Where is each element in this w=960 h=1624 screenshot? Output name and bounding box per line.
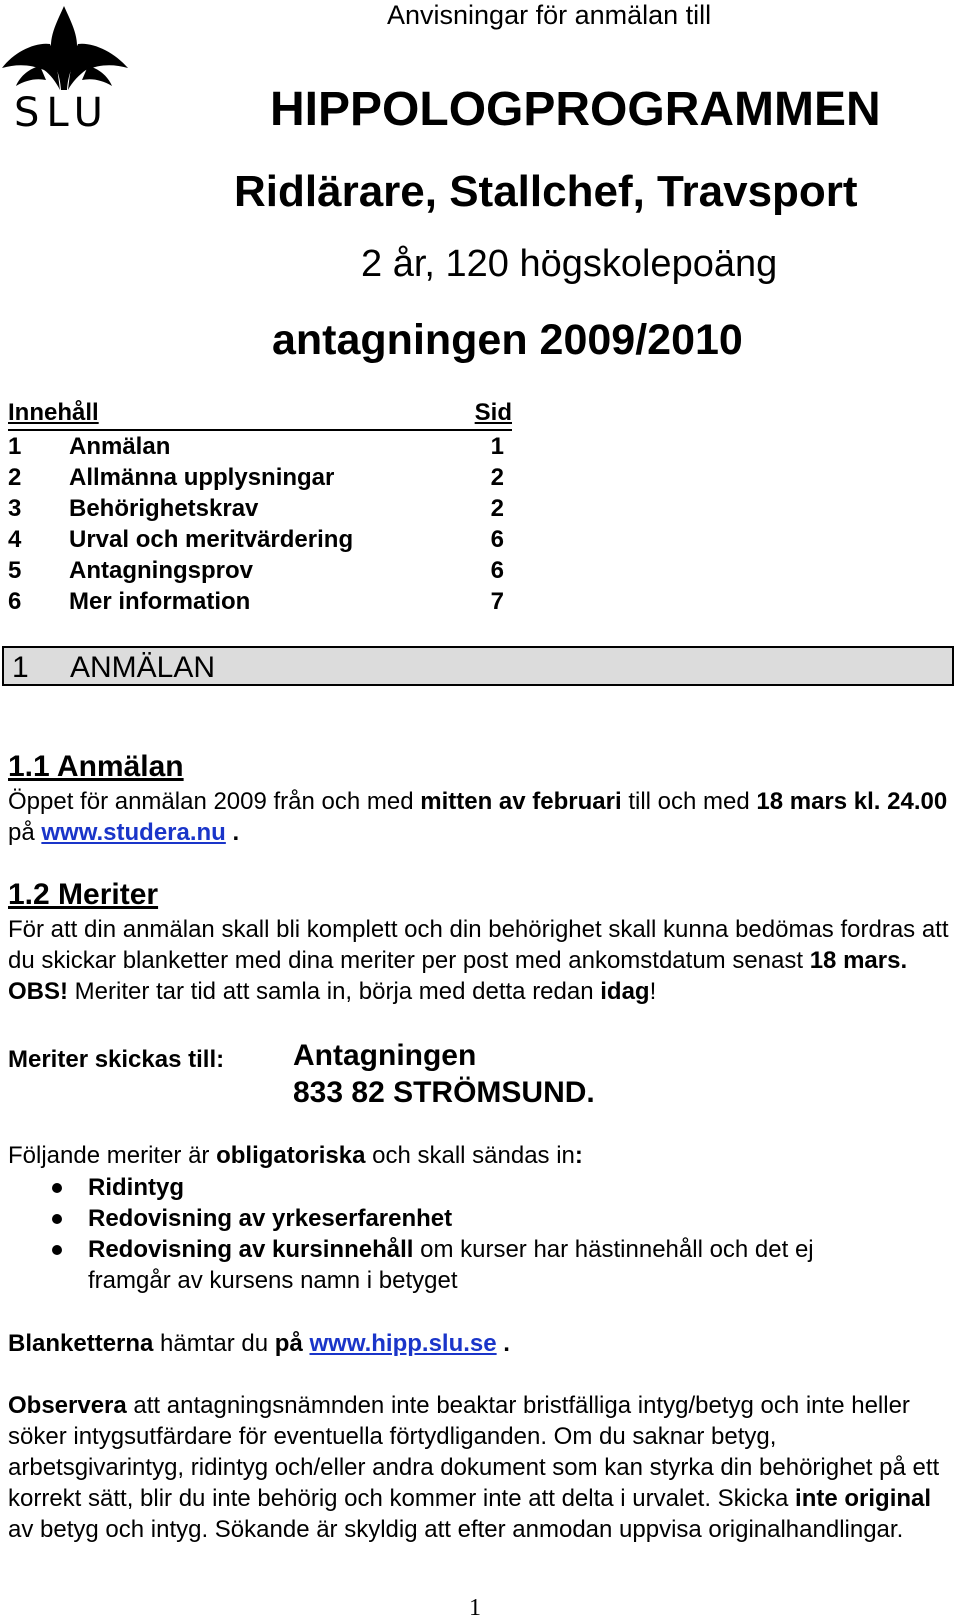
bullet-icon bbox=[52, 1245, 62, 1255]
text: . bbox=[496, 1330, 510, 1357]
bold-text: Observera bbox=[8, 1392, 127, 1419]
program-subtitle: Ridlärare, Stallchef, Travsport bbox=[234, 167, 858, 216]
toc-row[interactable] bbox=[8, 555, 512, 586]
toc-page: 6 bbox=[490, 526, 504, 553]
studera-link[interactable]: www.studera.nu bbox=[41, 819, 226, 846]
bold-text: 18 mars. OBS! bbox=[8, 947, 908, 1005]
toc-label: Anmälan bbox=[69, 433, 171, 460]
observe-paragraph bbox=[8, 1390, 953, 1545]
intake-title: antagningen 2009/2010 bbox=[272, 316, 743, 364]
page-number: 1 bbox=[469, 1595, 481, 1621]
section-title: ANMÄLAN bbox=[70, 651, 216, 684]
slu-tree-icon bbox=[0, 4, 132, 99]
subsection-heading-meriter: 1.2 Meriter bbox=[8, 878, 159, 911]
list-item bbox=[8, 1172, 888, 1203]
table-of-contents bbox=[8, 398, 512, 617]
bold-text: 18 mars kl. 24.00 bbox=[756, 788, 948, 815]
required-intro bbox=[8, 1140, 583, 1171]
text: hämtar du bbox=[153, 1330, 275, 1357]
toc-row[interactable] bbox=[8, 462, 512, 493]
subsection-heading-anmalan: 1.1 Anmälan bbox=[8, 750, 184, 783]
registration-paragraph bbox=[8, 786, 953, 848]
bold-text: Blanketterna bbox=[8, 1330, 154, 1357]
toc-page: 2 bbox=[490, 495, 504, 522]
toc-num: 6 bbox=[8, 588, 22, 615]
forms-paragraph bbox=[8, 1328, 510, 1359]
text: att antagningsnämnden inte beaktar bristfälliga intyg/betyg och inte heller söker intygsutfärdare för eventuella förtydliganden. Om du saknar betyg, arbetsgivarintyg, ridintyg och/eller andra dokument som kan styrka din behörighet på ett korrekt sätt, blir du inte behörig och kommer inte att delta i urvalet. Skicka bbox=[8, 1392, 940, 1512]
required-list bbox=[8, 1172, 888, 1296]
toc-page: 7 bbox=[490, 588, 504, 615]
toc-row[interactable] bbox=[8, 493, 512, 524]
list-item bbox=[8, 1203, 888, 1234]
bold-text: mitten av februari bbox=[420, 788, 622, 815]
text: Följande meriter är bbox=[8, 1142, 217, 1169]
toc-page: 2 bbox=[490, 464, 504, 491]
toc-page: 1 bbox=[490, 433, 504, 460]
item-text: om kurser har hästinnehåll och det ej framgår av kursens namn i betyget bbox=[88, 1236, 814, 1294]
toc-num: 2 bbox=[8, 464, 22, 491]
text: på bbox=[8, 819, 42, 846]
toc-heading: Innehåll bbox=[8, 399, 99, 426]
toc-row[interactable] bbox=[8, 431, 512, 462]
text: ! bbox=[649, 978, 657, 1005]
bold-text: på bbox=[274, 1330, 303, 1357]
toc-header bbox=[8, 398, 512, 431]
hipp-link[interactable]: www.hipp.slu.se bbox=[309, 1330, 497, 1357]
toc-label: Urval och meritvärdering bbox=[69, 526, 354, 553]
bullet-icon bbox=[52, 1183, 62, 1193]
toc-num: 3 bbox=[8, 495, 22, 522]
toc-page-heading: Sid bbox=[474, 399, 512, 426]
item-bold: Redovisning av yrkeserfarenhet bbox=[88, 1205, 453, 1232]
bold-text: : bbox=[574, 1142, 583, 1169]
merits-paragraph bbox=[8, 914, 953, 1007]
section-number: 1 bbox=[12, 651, 29, 684]
section-heading-bar bbox=[2, 646, 954, 686]
toc-label: Mer information bbox=[69, 588, 251, 615]
list-item bbox=[8, 1234, 888, 1296]
bold-text: idag bbox=[600, 978, 650, 1005]
text: För att din anmälan skall bli komplett och din behörighet skall kunna bedömas fordras att du skickar blanketter med dina meriter per post med ankomstdatum senast bbox=[8, 916, 949, 974]
program-scope: 2 år, 120 högskolepoäng bbox=[361, 243, 778, 285]
toc-label: Behörighetskrav bbox=[69, 495, 259, 522]
bold-text: obligatoriska bbox=[216, 1142, 366, 1169]
toc-num: 4 bbox=[8, 526, 22, 553]
bold-text: inte original bbox=[795, 1485, 932, 1512]
text: och skall sändas in bbox=[365, 1142, 575, 1169]
address-line1: Antagningen bbox=[293, 1039, 477, 1072]
toc-label: Antagningsprov bbox=[69, 557, 253, 584]
address-line2: 833 82 STRÖMSUND. bbox=[293, 1076, 595, 1109]
text: till och med bbox=[621, 788, 757, 815]
slu-logo-text: SLU bbox=[14, 90, 110, 136]
text: Meriter tar tid att samla in, börja med detta redan bbox=[68, 978, 601, 1005]
toc-num: 1 bbox=[8, 433, 22, 460]
toc-page: 6 bbox=[490, 557, 504, 584]
program-title: HIPPOLOGPROGRAMMEN bbox=[270, 83, 881, 136]
item-bold: Redovisning av kursinnehåll bbox=[88, 1236, 414, 1263]
text: . bbox=[225, 819, 240, 846]
bullet-icon bbox=[52, 1214, 62, 1224]
toc-row[interactable] bbox=[8, 524, 512, 555]
address-label: Meriter skickas till: bbox=[8, 1046, 225, 1073]
item-bold: Ridintyg bbox=[88, 1174, 184, 1201]
toc-label: Allmänna upplysningar bbox=[69, 464, 335, 491]
text: Öppet för anmälan 2009 från och med bbox=[8, 788, 421, 815]
toc-num: 5 bbox=[8, 557, 22, 584]
toc-row[interactable] bbox=[8, 586, 512, 617]
pre-title: Anvisningar för anmälan till bbox=[387, 0, 712, 30]
text: av betyg och intyg. Sökande är skyldig att efter anmodan uppvisa originalhandlingar. bbox=[8, 1516, 904, 1543]
